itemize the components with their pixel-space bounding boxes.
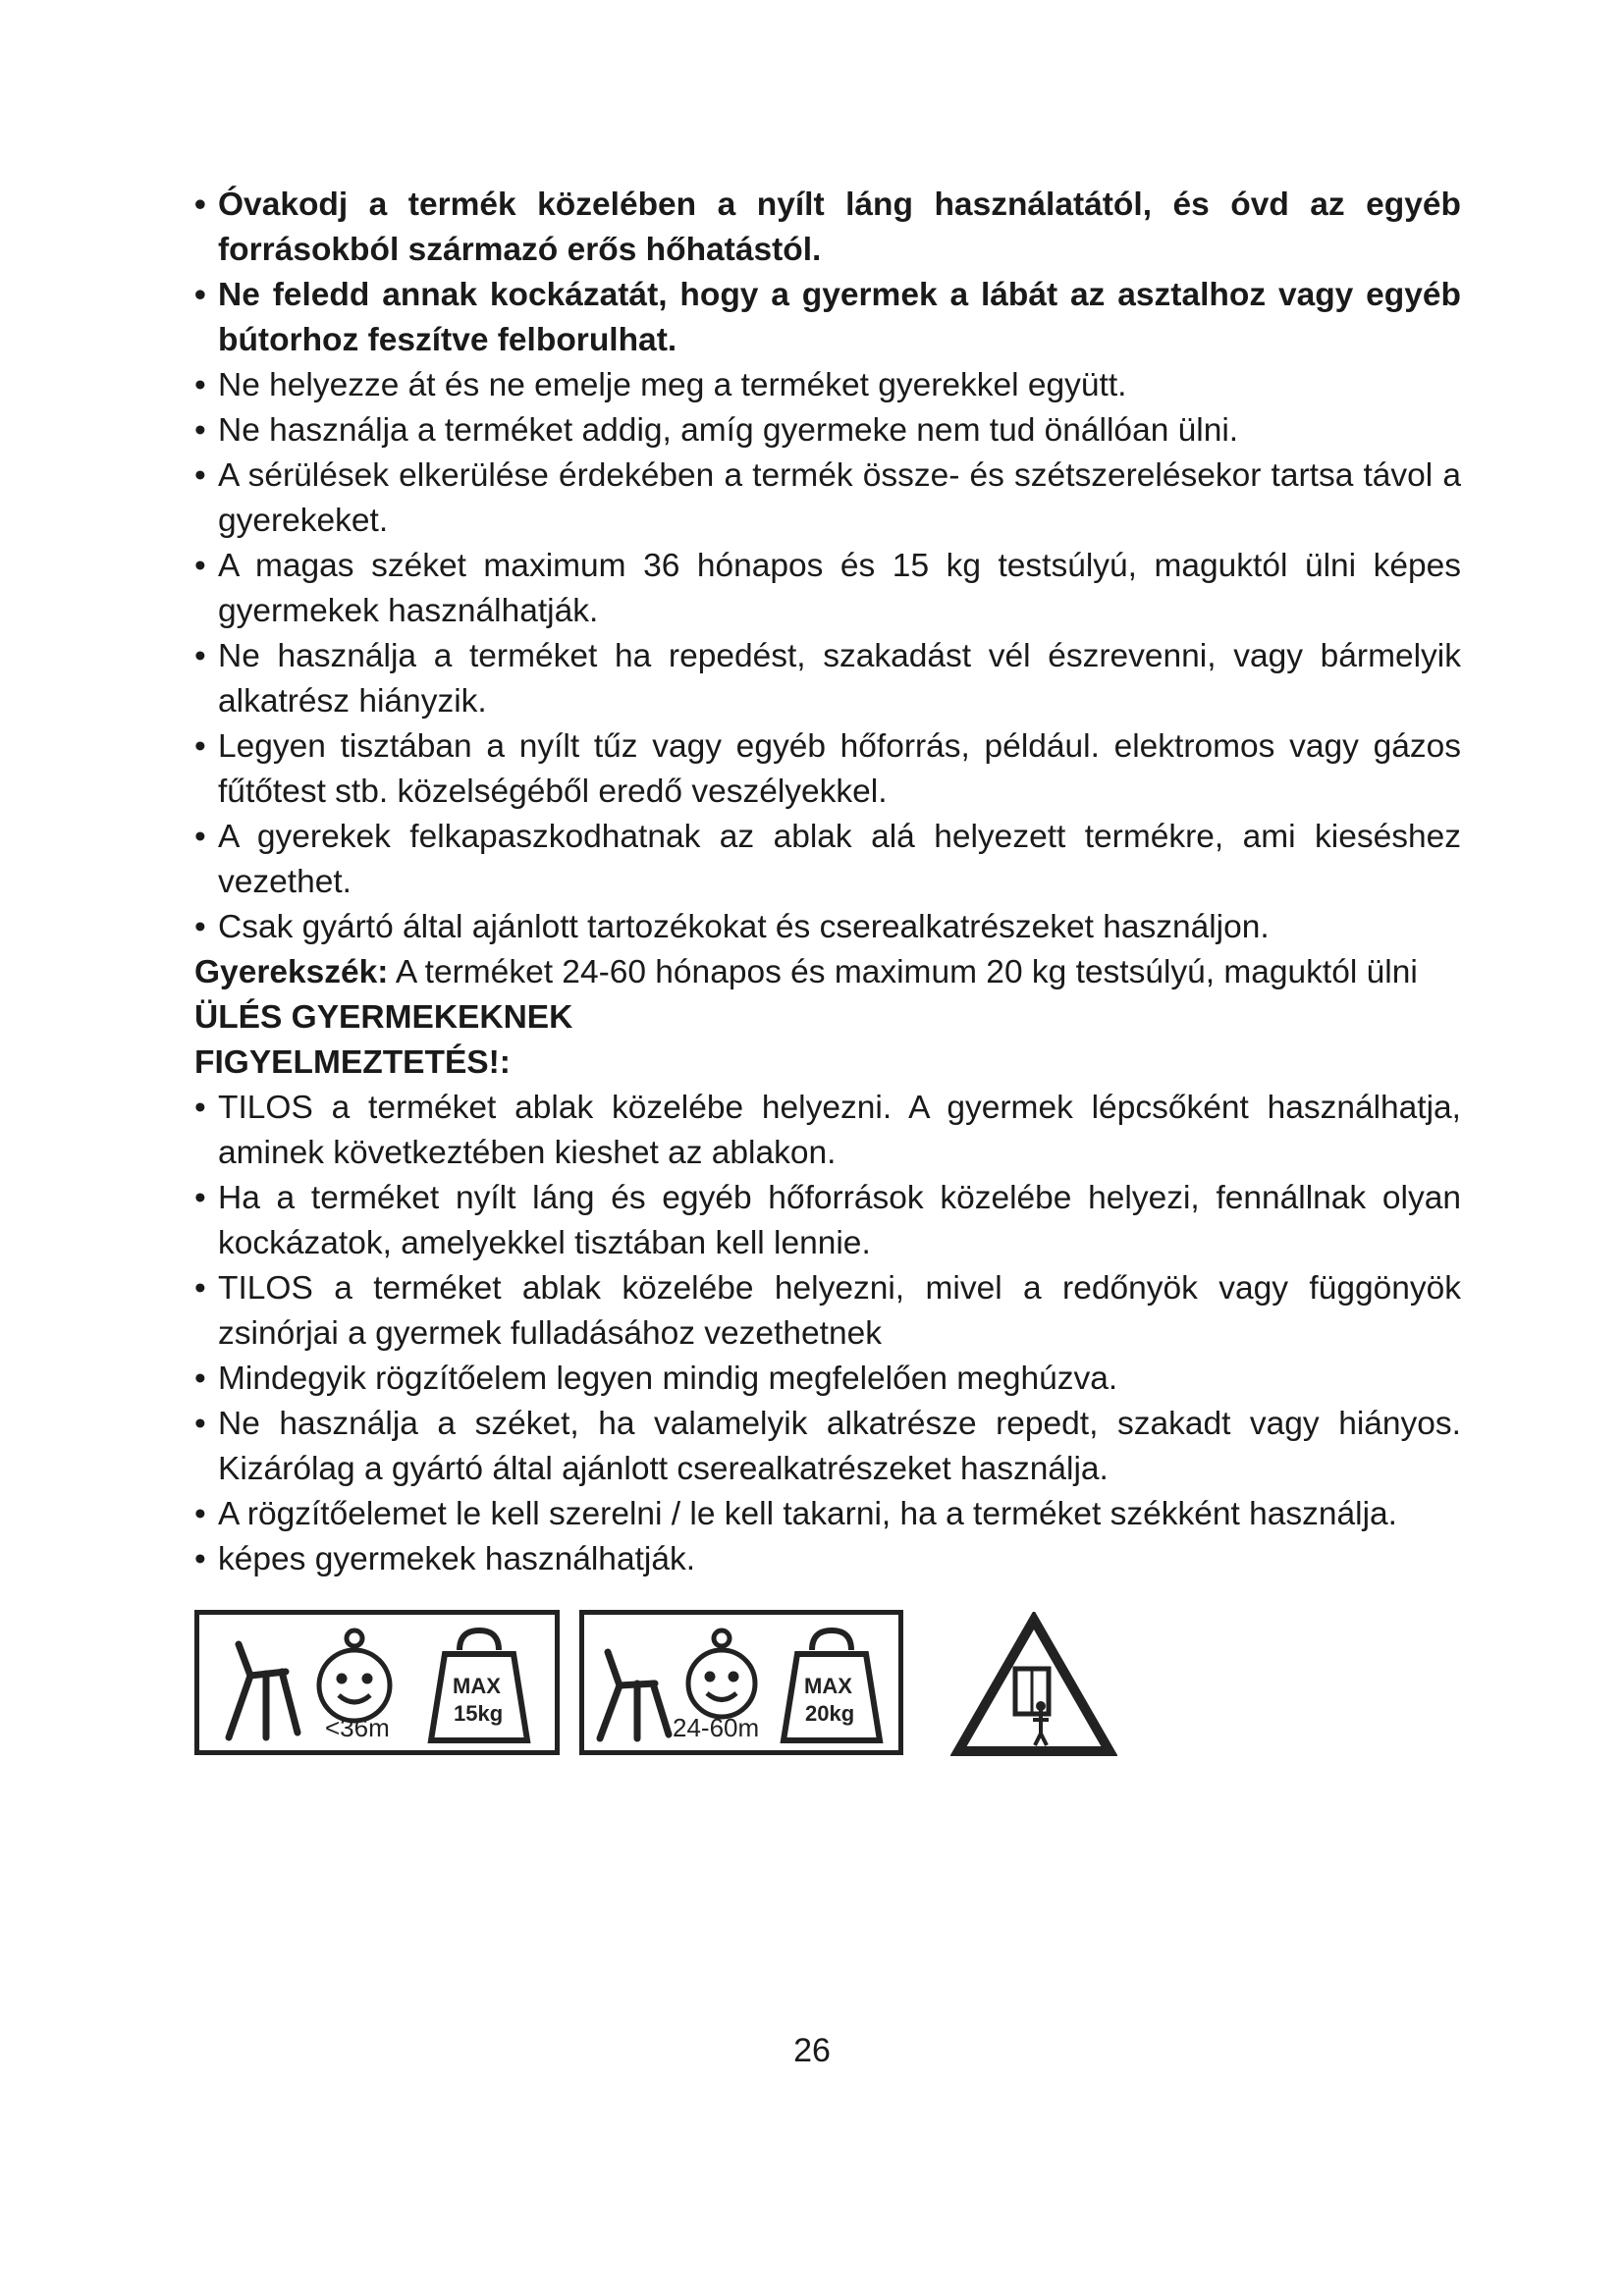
bullet: • [194, 1270, 206, 1307]
list-b-item [194, 1266, 1461, 1357]
page-number: 26 [793, 2032, 831, 2069]
heading-warning: FIGYELMEZTETÉS!: [194, 1044, 511, 1081]
high-chair-icon [229, 1644, 298, 1737]
child-chair-icon [600, 1652, 669, 1738]
bullet: • [194, 638, 206, 674]
bullet: • [194, 1541, 206, 1577]
list-a-item [194, 183, 1461, 273]
age-label-1: <36m [325, 1713, 390, 1742]
bullet: • [194, 728, 206, 765]
list-b-item [194, 1537, 1461, 1582]
bullet: • [194, 1361, 206, 1397]
chair-line-text: A terméket 24-60 hónapos és maximum 20 kg testsúlyú, maguktól ülni [388, 954, 1418, 990]
bullet: • [194, 1090, 206, 1126]
page-content [194, 183, 1461, 1582]
list-a-item [194, 363, 1461, 408]
bullet: • [194, 367, 206, 403]
list-b-item [194, 1492, 1461, 1537]
list-a-item-text: A gyerekek felkapaszkodhatnak az ablak alá helyezett termékre, ami kieséshez vezethet. [218, 819, 1461, 900]
bullet: • [194, 819, 206, 855]
max-label-2: MAX [804, 1674, 852, 1698]
bullet: • [194, 277, 206, 313]
list-b-item-text: Ne használja a széket, ha valamelyik alkatrésze repedt, szakadt vagy hiányos. Kizárólag a gyártó által ajánlott cserealkatrészeket használja. [218, 1406, 1461, 1487]
list-a-item [194, 724, 1461, 815]
heading-seat-children: ÜLÉS GYERMEKEKNEK [194, 999, 573, 1036]
list-a-item [194, 454, 1461, 544]
list-b-item-text: TILOS a terméket ablak közelébe helyezni. A gyermek lépcsőként használhatja, aminek következtében kieshet az ablakon. [218, 1090, 1461, 1171]
list-b-item [194, 1402, 1461, 1492]
icon-box-high-chair [194, 1610, 560, 1755]
icon-box-child-chair [579, 1610, 903, 1755]
baby-face-icon [319, 1630, 390, 1721]
list-b-item-text: képes gyermekek használhatják. [218, 1541, 696, 1577]
list-a-item-text: Ne feledd annak kockázatát, hogy a gyermek a lábát az asztalhoz vagy egyéb bútorhoz feszítve felborulhat. [218, 277, 1461, 358]
list-a-item-text: A magas széket maximum 36 hónapos és 15 kg testsúlyú, maguktól ülni képes gyermekek használhatják. [218, 548, 1461, 629]
list-a-item-text: Ne használja a terméket ha repedést, szakadást vél észrevenni, vagy bármelyik alkatrész hiányzik. [218, 638, 1461, 720]
bullet: • [194, 909, 206, 945]
window-warning-triangle-icon [950, 1612, 1117, 1759]
chair-line-label: Gyerekszék: [194, 954, 389, 990]
list-a-item-text: Legyen tisztában a nyílt tűz vagy egyéb hőforrás, például. elektromos vagy gázos fűtőtest stb. közelségéből eredő veszélyekkel. [218, 728, 1461, 810]
list-b-item [194, 1176, 1461, 1266]
list-a-item-text: Ne helyezze át és ne emelje meg a terméket gyerekkel együtt. [218, 367, 1127, 403]
list-b-item-text: Mindegyik rögzítőelem legyen mindig megfelelően meghúzva. [218, 1361, 1118, 1397]
age-label-2: 24-60m [673, 1713, 760, 1742]
list-a-item [194, 544, 1461, 634]
bullet: • [194, 1406, 206, 1442]
max-label-1: MAX [453, 1674, 501, 1698]
bullet: • [194, 457, 206, 494]
bullet: • [194, 187, 206, 223]
list-a-item [194, 273, 1461, 363]
list-b-item-text: A rögzítőelemet le kell szerelni / le kell takarni, ha a terméket székként használja. [218, 1496, 1397, 1532]
list-b-item [194, 1086, 1461, 1176]
warning-list-b [194, 1086, 1461, 1582]
list-a-item-text: A sérülések elkerülése érdekében a termék össze- és szétszerelésekor tartsa távol a gyerekeket. [218, 457, 1461, 539]
baby-face-icon [688, 1630, 755, 1717]
list-b-item [194, 1357, 1461, 1402]
list-a-item [194, 634, 1461, 724]
bullet: • [194, 1180, 206, 1216]
list-b-item-text: Ha a terméket nyílt láng és egyéb hőforrások közelébe helyezi, fennállnak olyan kockázatok, amelyekkel tisztában kell lennie. [218, 1180, 1461, 1261]
list-b-item-text: TILOS a terméket ablak közelébe helyezni, mivel a redőnyök vagy függönyök zsinórjai a gyermek fulladásához vezethetnek [218, 1270, 1461, 1352]
list-a-item-text: Óvakodj a termék közelében a nyílt láng használatától, és óvd az egyéb forrásokból származó erős hőhatástól. [218, 187, 1461, 268]
list-a-item [194, 815, 1461, 905]
chair-line [194, 950, 1461, 995]
bullet: • [194, 1496, 206, 1532]
list-a-item [194, 905, 1461, 950]
weight-label-2: 20kg [805, 1701, 855, 1726]
list-a-item-text: Csak gyártó által ajánlott tartozékokat és cserealkatrészeket használjon. [218, 909, 1270, 945]
list-a-item-text: Ne használja a terméket addig, amíg gyermeke nem tud önállóan ülni. [218, 412, 1239, 449]
list-a-item [194, 408, 1461, 454]
warning-list-a [194, 183, 1461, 950]
safety-icons-row [194, 1610, 1461, 1767]
bullet: • [194, 548, 206, 584]
bullet: • [194, 412, 206, 449]
weight-label-1: 15kg [454, 1701, 504, 1726]
